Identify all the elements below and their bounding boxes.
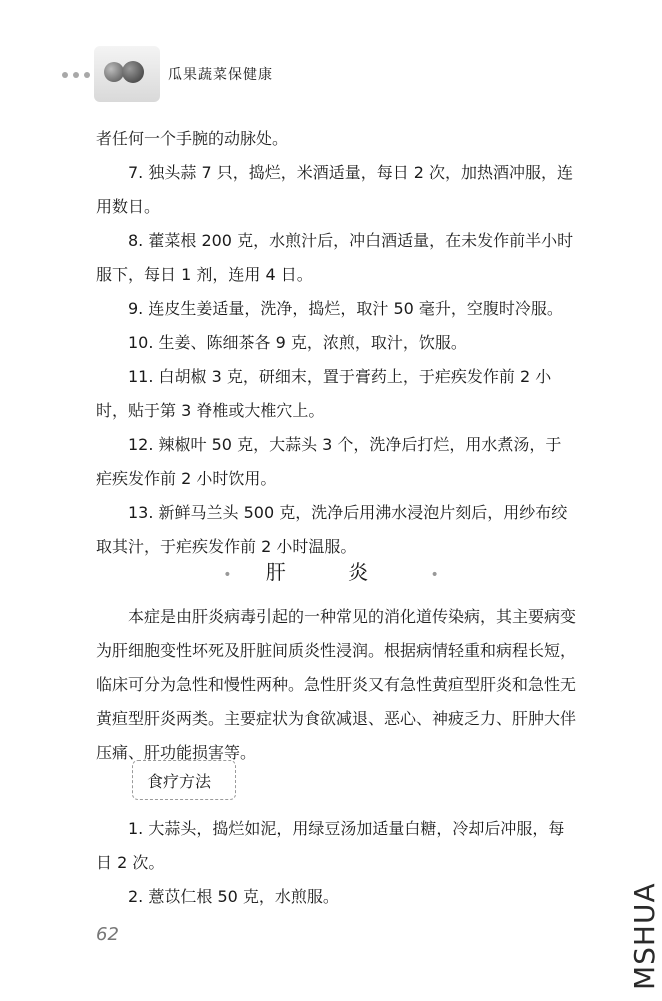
section-title — [0, 556, 662, 585]
section-title-text: 肝 炎 — [265, 560, 397, 584]
dot-icon — [73, 72, 79, 78]
recipe-item: 13. 新鲜马兰头 500 克，洗净后用沸水浸泡片刻后，用纱布绞取其汁，于疟疾发作前 2 小时温服。 — [96, 503, 568, 556]
dot-icon — [84, 72, 90, 78]
recipe-item: 2. 薏苡仁根 50 克，水煎服。 — [128, 887, 339, 906]
recipe-item: 8. 藿菜根 200 克，水煎汁后，冲白酒适量，在未发作前半小时服下，每日 1 剂，连用 4 日。 — [96, 231, 574, 284]
recipe-item: 12. 辣椒叶 50 克，大蒜头 3 个，洗净后打烂，用水煮汤，于疟疾发作前 2 小时饮用。 — [96, 435, 562, 488]
recipe-badge — [132, 760, 236, 800]
book-title: 瓜果蔬菜保健康 — [168, 67, 273, 83]
recipe-item: 1. 大蒜头，捣烂如泥，用绿豆汤加适量白糖，冷却后冲服，每日 2 次。 — [96, 819, 565, 872]
fruit-icon — [122, 61, 144, 83]
page-number: 62 — [96, 924, 119, 945]
recipe-badge-label: 食疗方法 — [147, 772, 212, 791]
decorative-dots — [62, 72, 90, 78]
paragraph: 者任何一个手腕的动脉处。 — [96, 129, 289, 148]
dot-icon — [62, 72, 68, 78]
recipe-item: 9. 连皮生姜适量，洗净，捣烂，取汁 50 毫升，空腹时冷服。 — [128, 299, 563, 318]
section-recipes — [96, 812, 576, 914]
recipe-item: 11. 白胡椒 3 克，研细末，置于膏药上，于疟疾发作前 2 小时，贴于第 3 脊椎或大椎穴上。 — [96, 367, 552, 420]
bullet-icon: • — [223, 567, 232, 583]
watermark — [624, 870, 661, 990]
section-intro — [96, 600, 576, 770]
fruit-logo-icon — [94, 46, 160, 102]
recipe-item: 10. 生姜、陈细茶各 9 克，浓煎，取汁，饮服。 — [128, 333, 467, 352]
top-recipes — [96, 122, 576, 564]
page-header — [60, 42, 280, 102]
bullet-icon: • — [430, 567, 439, 583]
fruit-icon — [104, 62, 124, 82]
intro-paragraph: 本症是由肝炎病毒引起的一种常见的消化道传染病，其主要病变为肝细胞变性坏死及肝脏间质炎性浸润。根据病情轻重和病程长短，临床可分为急性和慢性两种。急性肝炎又有急性黄疸型肝炎和急性无黄疸型肝炎两类。主要症状为食欲减退、恶心、神疲乏力、肝肿大伴压痛、肝功能损害等。 — [96, 607, 577, 762]
watermark-text: MSHUA — [628, 882, 661, 990]
recipe-item: 7. 独头蒜 7 只，捣烂，米酒适量，每日 2 次，加热酒冲服，连用数日。 — [96, 163, 574, 216]
